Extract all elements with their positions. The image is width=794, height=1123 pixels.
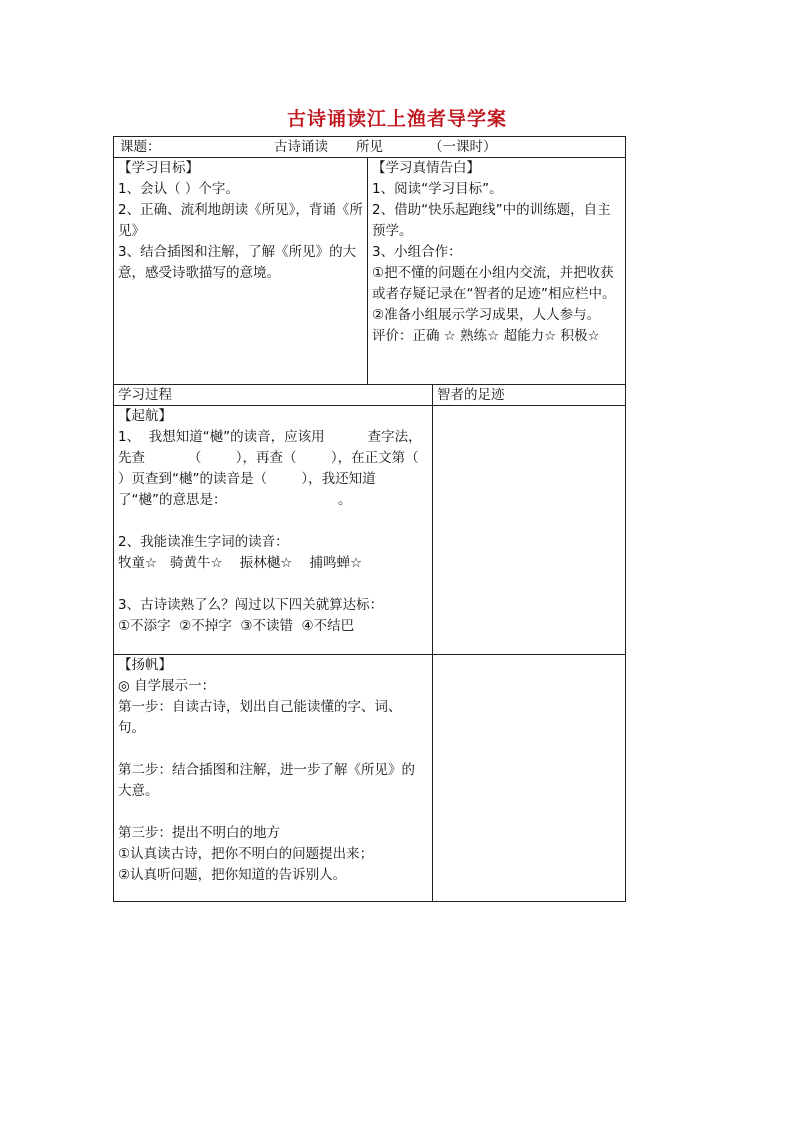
topic-label: 课题： [120,139,161,155]
qihang-row [114,406,626,655]
confession-evaluation: 评价：正确 ☆ 熟练☆ 超能力☆ 积极☆ [372,328,600,344]
page-title: 古诗诵读江上渔者导学案 [286,108,507,130]
confession-cell [368,158,626,385]
confession-heading: 【学习真情告白】 [372,160,480,176]
process-header-row [114,385,626,406]
objectives-row [114,158,626,385]
objective-item: 3、结合插图和注解，了解《所见》的大意，感受诗歌描写的意境。 [118,244,357,281]
confession-item: ①把不懂的问题在小组内交流，并把收获或者存疑记录在“智者的足迹”相应栏中。 [372,265,616,302]
confession-item: 2、借助“快乐起跑线”中的训练题，自主预学。 [372,202,611,239]
topic-poem: 古诗诵读 [274,139,328,155]
qihang-footprint-cell[interactable] [433,406,626,655]
yangfan-row [114,655,626,902]
objective-item: 2、正确、流利地朗读《所见》，背诵《所见》 [118,202,363,239]
confession-item: 3、小组合作： [372,244,462,260]
topic-poem-title: 所见 [356,139,383,155]
yangfan-show: ◎ 自学展示一： [118,678,216,694]
qihang-cell [114,406,453,655]
objectives-cell [114,158,368,385]
yangfan-step-3a: ①认真读古诗，把你不明白的问题提出来； [118,846,374,862]
objective-item: 1、会认（ ）个字。 [118,181,239,197]
qihang-heading: 【起航】 [118,408,172,424]
yangfan-footprint-cell[interactable] [433,655,626,902]
confession-item: ②准备小组展示学习成果，人人参与。 [372,307,601,323]
topic-cell [114,137,626,158]
yangfan-heading: 【扬帆】 [118,657,172,673]
yangfan-cell [114,655,433,902]
yangfan-step-3: 第三步：提出不明白的地方 [118,825,280,841]
confession-item: 1、阅读“学习目标”。 [372,181,503,197]
yangfan-step-3b: ②认真听问题，把你知道的告诉别人。 [118,867,347,883]
study-guide-table [113,136,626,902]
footprint-heading: 智者的足迹 [433,385,626,406]
qihang-question-1: 1、 我想知道“樾”的读音，应该用 查字法，先查 （ ），再查（ ），在正文第（ ）页查到“樾”的读音是（ ），我还知道了“樾”的意思是： 。 [118,429,453,508]
qihang-checkpoints: ①不添字 ②不掉字 ③不读错 ④不结巴 [118,618,355,634]
yangfan-step-2: 第二步：结合插图和注解，进一步了解《所见》的大意。 [118,762,415,799]
yangfan-step-1: 第一步：自读古诗，划出自己能读懂的字、词、句。 [118,699,402,736]
topic-row [114,137,626,158]
objectives-heading: 【学习目标】 [118,160,199,176]
topic-hours: （一课时） [429,139,497,155]
qihang-question-2: 2、我能读准生字词的读音： [118,534,289,550]
qihang-question-3: 3、古诗读熟了么？闯过以下四关就算达标： [118,597,384,613]
qihang-words: 牧童☆ 骑黄牛☆ 振林樾☆ 捕鸣蝉☆ [118,555,363,571]
process-heading: 学习过程 [114,385,433,406]
